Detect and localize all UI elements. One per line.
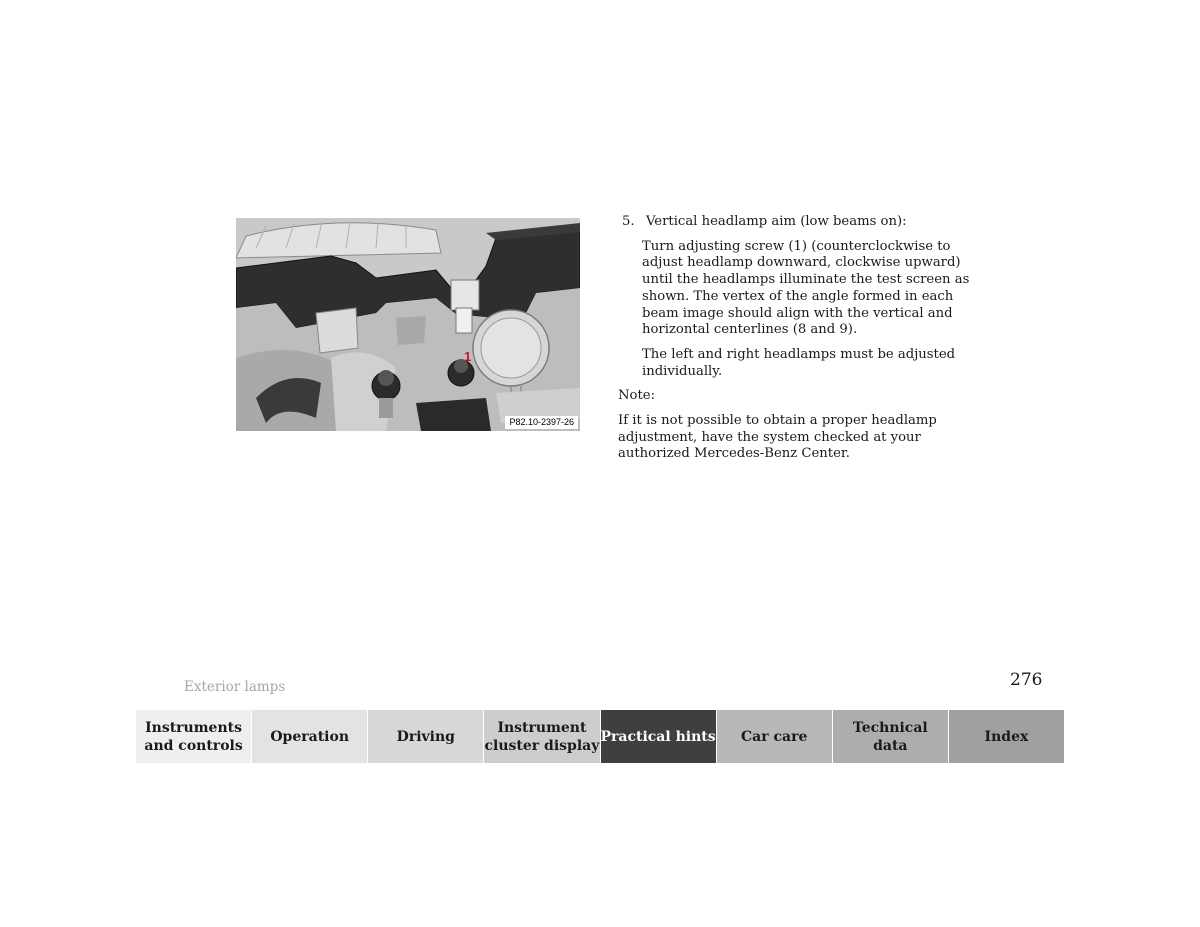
chapter-tab-bar (136, 710, 1064, 763)
instruction-text (618, 214, 988, 471)
tab-instrument-cluster-display[interactable]: Instrument cluster display (484, 710, 600, 763)
tab-index[interactable]: Index (949, 710, 1064, 763)
headlamp-adjustment-illustration (236, 218, 580, 431)
step-heading (618, 214, 988, 231)
tab-car-care[interactable]: Car care (717, 710, 833, 763)
tab-technical-data[interactable]: Technical data (833, 710, 949, 763)
tab-instruments-and-controls[interactable]: Instruments and controls (136, 710, 252, 763)
step-instruction: Turn adjusting screw (1) (counterclockwise to adjust headlamp downward, clockwise upward) until the headlamps illuminate the test screen as shown. The vertex of the angle formed in each beam image should align with the vertical and horizontal centerlines (8 and 9). (642, 238, 970, 338)
step-number: 5. (622, 214, 635, 229)
callout-number: 1 (464, 349, 472, 364)
headlamp-drawing (236, 218, 580, 431)
note-text: If it is not possible to obtain a proper headlamp adjustment, have the system checked at your authorized Mercedes-Benz Center. (618, 413, 937, 462)
step-individual-note: The left and right headlamps must be adjusted individually. (642, 346, 956, 379)
step-title: Vertical headlamp aim (low beams on): (646, 214, 907, 229)
tab-practical-hints[interactable]: Practical hints (601, 710, 717, 763)
tab-operation[interactable]: Operation (252, 710, 368, 763)
section-label: Exterior lamps (184, 679, 286, 695)
page-number: 276 (1010, 670, 1043, 690)
note-label: Note: (618, 388, 656, 404)
figure-code: P82.10-2397-26 (505, 416, 578, 429)
tab-driving[interactable]: Driving (368, 710, 484, 763)
